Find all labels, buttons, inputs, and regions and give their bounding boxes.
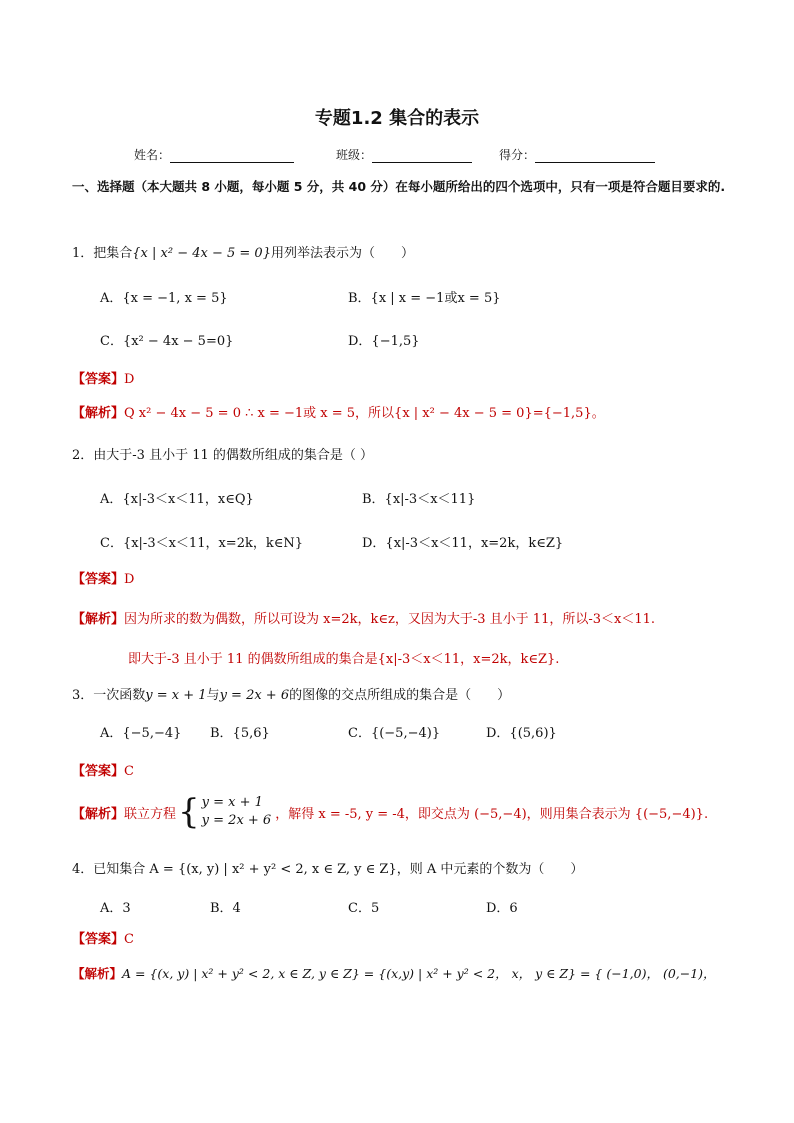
- question-1-stem: 1．把集合{x | x² − 4x − 5 = 0}用列举法表示为（ ）: [72, 246, 414, 261]
- name-blank-line: [170, 150, 294, 163]
- question-4-option-c[interactable]: C．5: [348, 901, 380, 916]
- question-1-analysis: 【解析】Q x² − 4x − 5 = 0 ∴ x = −1或 x = 5，所以{x | x² − 4x − 5 = 0}={−1,5}。: [72, 406, 605, 421]
- question-3-stem: 3．一次函数y = x + 1与y = 2x + 6的图像的交点所组成的集合是（ ）: [72, 688, 511, 703]
- score-label: 得分：: [499, 148, 536, 162]
- question-1-option-c[interactable]: C．{x² − 4x − 5=0}: [100, 334, 234, 349]
- score-field[interactable]: [499, 146, 655, 163]
- system-brace-icon: {: [178, 792, 200, 832]
- name-label: 姓名：: [134, 148, 171, 162]
- question-2-answer: 【答案】D: [72, 572, 135, 587]
- question-3-option-a[interactable]: A．{−5,−4}: [100, 726, 182, 741]
- question-4-option-d[interactable]: D．6: [486, 901, 518, 916]
- class-label: 班级：: [336, 148, 373, 162]
- question-2-option-c[interactable]: C．{x|-3＜x＜11，x=2k，k∈N}: [100, 536, 303, 551]
- question-1-option-a[interactable]: A．{x = −1, x = 5}: [100, 291, 228, 306]
- question-4-option-b[interactable]: B．4: [210, 901, 241, 916]
- question-1-option-d[interactable]: D．{−1,5}: [348, 334, 420, 349]
- section-heading: 一、选择题（本大题共 8 小题，每小题 5 分，共 40 分）在每小题所给出的四个选项中，只有一项是符合题目要求的.: [72, 179, 726, 194]
- question-1-set: {x | x² − 4x − 5 = 0}: [132, 246, 271, 261]
- question-4-answer: 【答案】C: [72, 932, 134, 947]
- question-2-analysis-continued: 即大于-3 且小于 11 的偶数所组成的集合是{x|-3＜x＜11，x=2k，k∈Z}.: [128, 652, 560, 667]
- question-1-answer: 【答案】D: [72, 372, 135, 387]
- question-3-option-d[interactable]: D．{(5,6)}: [486, 726, 557, 741]
- page-title: 专题1.2 集合的表示: [314, 108, 480, 129]
- equation-1: y = x + 1: [201, 795, 263, 810]
- question-3-answer: 【答案】C: [72, 764, 134, 779]
- class-blank-line: [372, 150, 472, 163]
- question-2-option-b[interactable]: B．{x|-3＜x＜11}: [362, 492, 476, 507]
- question-3-option-b[interactable]: B．{5,6}: [210, 726, 270, 741]
- question-4-stem: 4．已知集合 A = {(x, y) | x² + y² < 2, x ∈ Z, y ∈ Z}，则 A 中元素的个数为（ ）: [72, 862, 584, 877]
- class-field[interactable]: [336, 146, 472, 163]
- question-2-option-d[interactable]: D．{x|-3＜x＜11，x=2k，k∈Z}: [362, 536, 564, 551]
- question-2-analysis: 【解析】因为所求的数为偶数，所以可设为 x=2k，k∈z，又因为大于-3 且小于 11，所以-3＜x＜11.: [72, 612, 656, 627]
- equation-2: y = 2x + 6: [201, 813, 272, 828]
- score-blank-line: [535, 150, 655, 163]
- question-3-analysis: 【解析】 联立方程 { y = x + 1 y = 2x + 6 ，解得 x = -5, y = -4，即交点为 (−5,−4)，则用集合表示为 {(−5,−4)}.: [72, 792, 709, 832]
- question-4-analysis: 【解析】A = {(x, y) | x² + y² < 2, x ∈ Z, y ∈ Z} = {(x,y) | x² + y² < 2， x， y ∈ Z} = { (−1,0)， (0,−1)，: [72, 966, 716, 981]
- question-3-option-c[interactable]: C．{(−5,−4)}: [348, 726, 441, 741]
- question-1-option-b[interactable]: B．{x | x = −1或x = 5}: [348, 291, 501, 306]
- equation-system: [202, 794, 272, 830]
- question-2-stem: 2．由大于-3 且小于 11 的偶数所组成的集合是（ ）: [72, 448, 374, 463]
- question-2-option-a[interactable]: A．{x|-3＜x＜11，x∈Q}: [100, 492, 254, 507]
- name-field[interactable]: [134, 146, 294, 163]
- question-4-option-a[interactable]: A．3: [100, 901, 131, 916]
